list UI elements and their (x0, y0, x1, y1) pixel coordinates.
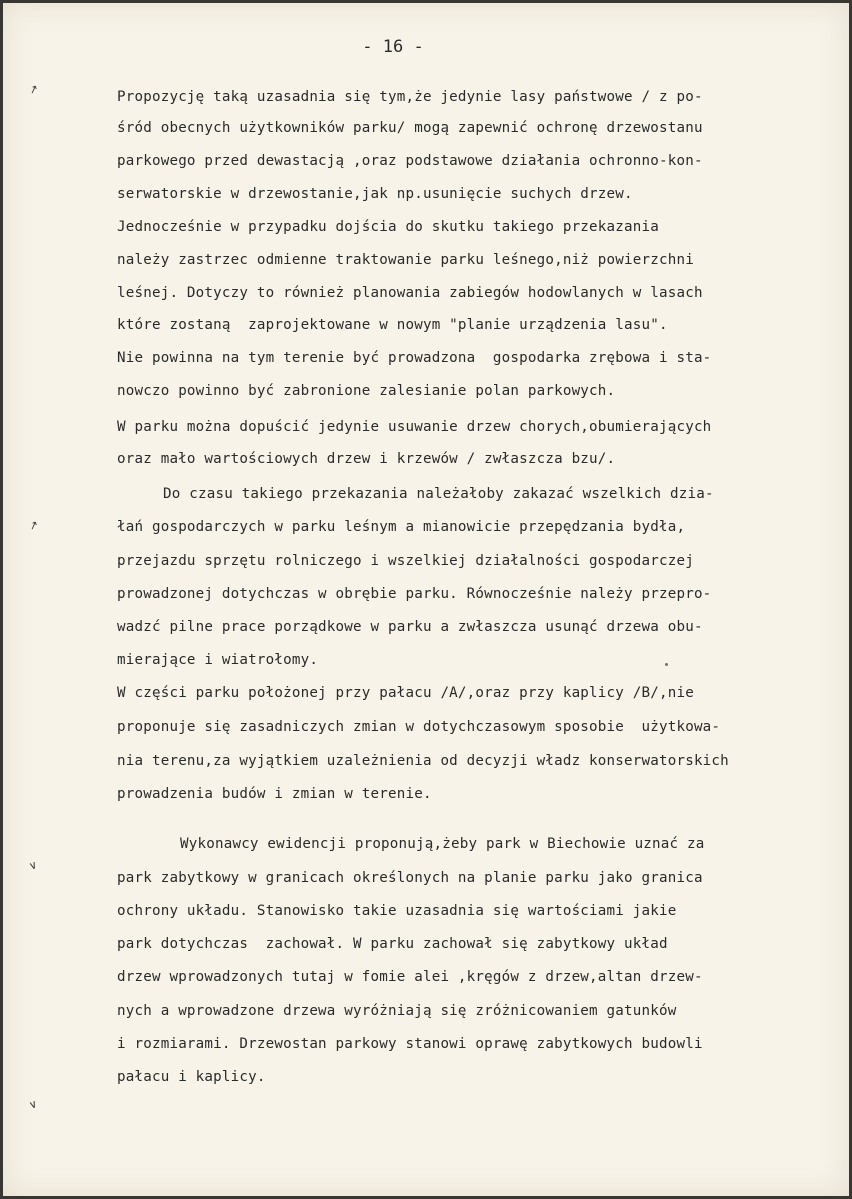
text-line: ochrony układu. Stanowisko takie uzasadnia się wartościami jakie (117, 903, 677, 919)
margin-mark: ∨ (27, 858, 40, 873)
text-line: proponuje się zasadniczych zmian w dotychczasowym sposobie użytkowa- (117, 719, 721, 735)
text-line: łań gospodarczych w parku leśnym a mianowicie przepędzania bydła, (117, 519, 686, 535)
text-line: prowadzenia budów i zmian w terenie. (117, 786, 432, 802)
text-line: prowadzonej dotychczas w obrębie parku. Równocześnie należy przepro- (117, 586, 712, 602)
text-line: serwatorskie w drzewostanie,jak np.usunięcie suchych drzew. (117, 186, 633, 202)
text-line: Do czasu takiego przekazania należałoby zakazać wszelkich dzia- (163, 486, 714, 502)
text-line: Wykonawcy ewidencji proponują,żeby park w Biechowie uznać za (180, 836, 705, 852)
text-line: W parku można dopuścić jedynie usuwanie drzew chorych,obumierających (117, 419, 712, 435)
text-line: należy zastrzec odmienne traktowanie parku leśnego,niż powierzchni (117, 252, 694, 268)
text-line: i rozmiarami. Drzewostan parkowy stanowi oprawę zabytkowych budowli (117, 1036, 703, 1052)
text-line: park zabytkowy w granicach określonych na planie parku jako granica (117, 870, 703, 886)
text-line: Jednocześnie w przypadku dojścia do skutku takiego przekazania (117, 219, 659, 235)
paper-speck (665, 663, 668, 666)
text-line: park dotychczas zachował. W parku zachował się zabytkowy układ (117, 936, 668, 952)
text-line: które zostaną zaprojektowane w nowym "planie urządzenia lasu". (117, 317, 668, 333)
text-line: leśnej. Dotyczy to również planowania zabiegów hodowlanych w lasach (117, 285, 703, 301)
margin-mark: ∨ (27, 1097, 40, 1112)
document-page (3, 3, 849, 1196)
text-line: W części parku położonej przy pałacu /A/,oraz przy kaplicy /B/,nie (117, 685, 694, 701)
text-line: pałacu i kaplicy. (117, 1069, 266, 1085)
text-line: parkowego przed dewastacją ,oraz podstawowe działania ochronno-kon- (117, 153, 703, 169)
margin-mark: ↗ (27, 517, 41, 534)
text-line: śród obecnych użytkowników parku/ mogą zapewnić ochronę drzewostanu (117, 120, 703, 136)
margin-mark: ↗ (27, 81, 41, 98)
text-line: przejazdu sprzętu rolniczego i wszelkiej działalności gospodarczej (117, 553, 694, 569)
text-line: Propozycję taką uzasadnia się tym,że jedynie lasy państwowe / z po- (117, 89, 703, 105)
text-line: Nie powinna na tym terenie być prowadzona gospodarka zrębowa i sta- (117, 350, 712, 366)
text-line: nych a wprowadzone drzewa wyróżniają się zróżnicowaniem gatunków (117, 1003, 677, 1019)
text-line: drzew wprowadzonych tutaj w fomie alei ,kręgów z drzew,altan drzew- (117, 969, 703, 985)
text-line: wadzć pilne prace porządkowe w parku a zwłaszcza usunąć drzewa obu- (117, 619, 703, 635)
text-line: nowczo powinno być zabronione zalesianie polan parkowych. (117, 383, 616, 399)
page-number: - 16 - (362, 37, 424, 57)
text-line: oraz mało wartościowych drzew i krzewów / zwłaszcza bzu/. (117, 451, 616, 467)
text-line: nia terenu,za wyjątkiem uzależnienia od decyzji władz konserwatorskich (117, 753, 729, 769)
text-line: mierające i wiatrołomy. (117, 652, 319, 668)
